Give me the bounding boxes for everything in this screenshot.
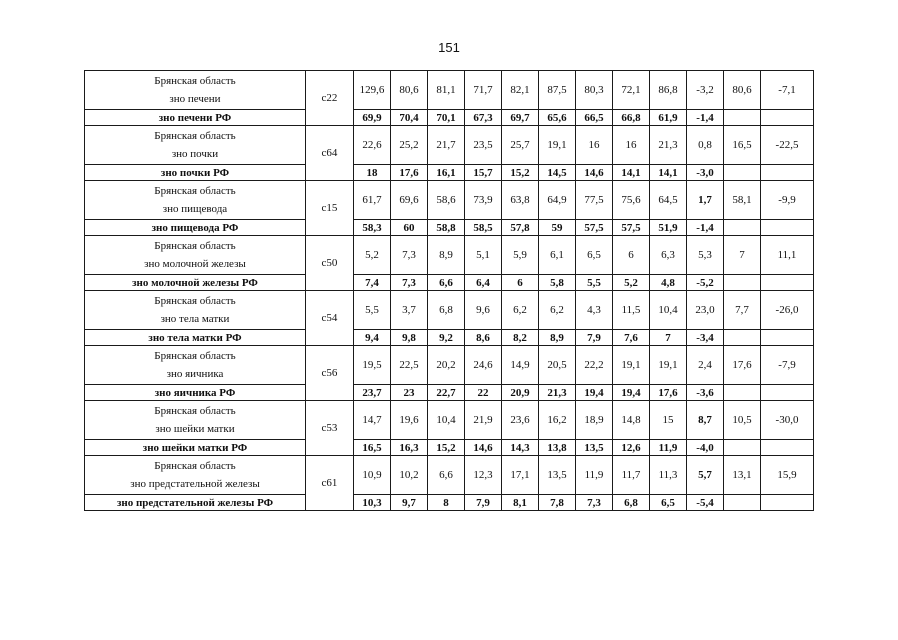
region-value-cell: 21,9 <box>465 401 502 440</box>
rf-value-cell: 69,9 <box>354 110 391 126</box>
region-value-cell: 71,7 <box>465 71 502 110</box>
page-number: 151 <box>438 40 460 55</box>
rf-value-cell: 58,3 <box>354 220 391 236</box>
region-value-cell: 80,6 <box>391 71 428 110</box>
rf-value-cell: 66,5 <box>576 110 613 126</box>
icd-code-cell: с54 <box>306 291 354 346</box>
empty-cell <box>724 165 761 181</box>
rf-value-cell: -3,4 <box>687 330 724 346</box>
rf-value-cell: 13,8 <box>539 440 576 456</box>
icd-code-cell: с61 <box>306 456 354 511</box>
region-value-cell: 6,8 <box>428 291 465 330</box>
rf-row <box>85 495 814 511</box>
empty-cell <box>761 495 814 511</box>
rf-label-cell: зно предстательной железы РФ <box>85 495 306 511</box>
region-value-cell: 5,7 <box>687 456 724 495</box>
rf-value-cell: 14,1 <box>650 165 687 181</box>
region-value-cell: 22,2 <box>576 346 613 385</box>
rf-value-cell: 57,5 <box>576 220 613 236</box>
region-value-cell: 10,2 <box>391 456 428 495</box>
empty-cell <box>761 110 814 126</box>
rf-value-cell: 15,2 <box>428 440 465 456</box>
rf-value-cell: 57,8 <box>502 220 539 236</box>
rf-value-cell: 7 <box>650 330 687 346</box>
rf-value-cell: 70,4 <box>391 110 428 126</box>
region-value-cell: 16 <box>613 126 650 165</box>
region-name-cell <box>85 291 306 330</box>
region-name-cell <box>85 456 306 495</box>
rf-value-cell: 20,9 <box>502 385 539 401</box>
region-value-cell: 25,2 <box>391 126 428 165</box>
region-value-cell: 11,1 <box>761 236 814 275</box>
rf-value-cell: 5,5 <box>576 275 613 291</box>
region-value-cell: 23,5 <box>465 126 502 165</box>
region-value-cell: 10,9 <box>354 456 391 495</box>
rf-value-cell: 6,4 <box>465 275 502 291</box>
rf-value-cell: 7,4 <box>354 275 391 291</box>
rf-value-cell: 6,8 <box>613 495 650 511</box>
rf-value-cell: 69,7 <box>502 110 539 126</box>
region-value-cell: 9,6 <box>465 291 502 330</box>
region-value-cell: 25,7 <box>502 126 539 165</box>
rf-label-cell: зно молочной железы РФ <box>85 275 306 291</box>
rf-value-cell: 65,6 <box>539 110 576 126</box>
rf-value-cell: 58,8 <box>428 220 465 236</box>
rf-value-cell: 58,5 <box>465 220 502 236</box>
rf-value-cell: 7,9 <box>465 495 502 511</box>
region-value-cell: 63,8 <box>502 181 539 220</box>
region-value-cell: -26,0 <box>761 291 814 330</box>
rf-value-cell: 14,3 <box>502 440 539 456</box>
rf-value-cell: 22,7 <box>428 385 465 401</box>
rf-value-cell: 8,1 <box>502 495 539 511</box>
region-row <box>85 346 814 385</box>
rf-row <box>85 275 814 291</box>
icd-code-cell: с15 <box>306 181 354 236</box>
rf-value-cell: 7,6 <box>613 330 650 346</box>
region-value-cell: -7,9 <box>761 346 814 385</box>
rf-value-cell: 9,8 <box>391 330 428 346</box>
region-value-cell: 24,6 <box>465 346 502 385</box>
rf-value-cell: 7,3 <box>576 495 613 511</box>
region-value-cell: 64,9 <box>539 181 576 220</box>
region-value-cell: 11,5 <box>613 291 650 330</box>
rf-value-cell: 8 <box>428 495 465 511</box>
region-name-cell <box>85 346 306 385</box>
rf-row <box>85 440 814 456</box>
rf-value-cell: -3,6 <box>687 385 724 401</box>
cancer-site-label: зно тела матки <box>160 313 230 325</box>
region-value-cell: 11,9 <box>576 456 613 495</box>
empty-cell <box>724 385 761 401</box>
region-row <box>85 126 814 165</box>
rf-value-cell: 11,9 <box>650 440 687 456</box>
region-value-cell: 15 <box>650 401 687 440</box>
region-value-cell: 81,1 <box>428 71 465 110</box>
rf-value-cell: -1,4 <box>687 110 724 126</box>
rf-value-cell: 6,5 <box>650 495 687 511</box>
empty-cell <box>724 440 761 456</box>
rf-value-cell: 70,1 <box>428 110 465 126</box>
region-label: Брянская область <box>154 130 236 142</box>
empty-cell <box>761 330 814 346</box>
rf-value-cell: 15,7 <box>465 165 502 181</box>
icd-code-cell: с64 <box>306 126 354 181</box>
rf-value-cell: 5,2 <box>613 275 650 291</box>
rf-value-cell: 16,5 <box>354 440 391 456</box>
rf-value-cell: 5,8 <box>539 275 576 291</box>
region-row <box>85 71 814 110</box>
rf-value-cell: 6 <box>502 275 539 291</box>
region-value-cell: 12,3 <box>465 456 502 495</box>
region-value-cell: 58,6 <box>428 181 465 220</box>
rf-row <box>85 165 814 181</box>
region-value-cell: 19,1 <box>650 346 687 385</box>
region-row <box>85 181 814 220</box>
rf-value-cell: 9,4 <box>354 330 391 346</box>
region-name-cell <box>85 181 306 220</box>
region-value-cell: 129,6 <box>354 71 391 110</box>
empty-cell <box>724 275 761 291</box>
region-value-cell: 6,2 <box>502 291 539 330</box>
rf-value-cell: 22 <box>465 385 502 401</box>
region-value-cell: 77,5 <box>576 181 613 220</box>
region-value-cell: 11,3 <box>650 456 687 495</box>
rf-value-cell: 67,3 <box>465 110 502 126</box>
region-value-cell: 20,5 <box>539 346 576 385</box>
region-label: Брянская область <box>154 295 236 307</box>
region-value-cell: 5,3 <box>687 236 724 275</box>
rf-value-cell: -5,4 <box>687 495 724 511</box>
rf-value-cell: 23,7 <box>354 385 391 401</box>
region-value-cell: 14,7 <box>354 401 391 440</box>
rf-value-cell: 59 <box>539 220 576 236</box>
region-value-cell: 11,7 <box>613 456 650 495</box>
region-row <box>85 456 814 495</box>
region-label: Брянская область <box>154 185 236 197</box>
rf-value-cell: 61,9 <box>650 110 687 126</box>
region-value-cell: 87,5 <box>539 71 576 110</box>
region-label: Брянская область <box>154 460 236 472</box>
rf-value-cell: 57,5 <box>613 220 650 236</box>
region-value-cell: 80,3 <box>576 71 613 110</box>
region-value-cell: 10,4 <box>650 291 687 330</box>
region-label: Брянская область <box>154 75 236 87</box>
region-value-cell: 75,6 <box>613 181 650 220</box>
rf-value-cell: 7,9 <box>576 330 613 346</box>
rf-row <box>85 110 814 126</box>
rf-value-cell: 51,9 <box>650 220 687 236</box>
region-value-cell: 86,8 <box>650 71 687 110</box>
region-value-cell: -3,2 <box>687 71 724 110</box>
empty-cell <box>761 165 814 181</box>
rf-value-cell: 23 <box>391 385 428 401</box>
icd-code-cell: с50 <box>306 236 354 291</box>
region-value-cell: 17,1 <box>502 456 539 495</box>
region-value-cell: 5,2 <box>354 236 391 275</box>
cancer-site-label: зно шейки матки <box>155 423 235 435</box>
rf-value-cell: 16,3 <box>391 440 428 456</box>
region-label: Брянская область <box>154 240 236 252</box>
region-value-cell: 6,6 <box>428 456 465 495</box>
rf-value-cell: 16,1 <box>428 165 465 181</box>
region-value-cell: -7,1 <box>761 71 814 110</box>
table-body <box>85 71 814 511</box>
region-value-cell: 23,0 <box>687 291 724 330</box>
region-value-cell: 72,1 <box>613 71 650 110</box>
rf-label-cell: зно почки РФ <box>85 165 306 181</box>
region-value-cell: 69,6 <box>391 181 428 220</box>
rf-value-cell: 12,6 <box>613 440 650 456</box>
rf-value-cell: -1,4 <box>687 220 724 236</box>
region-value-cell: 19,1 <box>539 126 576 165</box>
rf-label-cell: зно тела матки РФ <box>85 330 306 346</box>
rf-value-cell: 8,9 <box>539 330 576 346</box>
region-value-cell: 4,3 <box>576 291 613 330</box>
rf-value-cell: 19,4 <box>613 385 650 401</box>
region-value-cell: 2,4 <box>687 346 724 385</box>
rf-value-cell: 14,1 <box>613 165 650 181</box>
rf-row <box>85 330 814 346</box>
region-value-cell: 23,6 <box>502 401 539 440</box>
rf-value-cell: -3,0 <box>687 165 724 181</box>
rf-value-cell: 8,6 <box>465 330 502 346</box>
region-name-cell <box>85 401 306 440</box>
region-value-cell: 18,9 <box>576 401 613 440</box>
region-value-cell: 20,2 <box>428 346 465 385</box>
rf-value-cell: 6,6 <box>428 275 465 291</box>
region-value-cell: 1,7 <box>687 181 724 220</box>
region-value-cell: -22,5 <box>761 126 814 165</box>
cancer-site-label: зно печени <box>169 93 221 105</box>
region-value-cell: 21,7 <box>428 126 465 165</box>
region-row <box>85 401 814 440</box>
statistics-table <box>84 70 814 511</box>
region-value-cell: 61,7 <box>354 181 391 220</box>
region-value-cell: 17,6 <box>724 346 761 385</box>
icd-code-cell: с56 <box>306 346 354 401</box>
region-value-cell: 82,1 <box>502 71 539 110</box>
cancer-site-label: зно предстательной железы <box>130 478 260 490</box>
rf-row <box>85 385 814 401</box>
rf-value-cell: 7,3 <box>391 275 428 291</box>
empty-cell <box>761 440 814 456</box>
rf-value-cell: -5,2 <box>687 275 724 291</box>
rf-value-cell: 7,8 <box>539 495 576 511</box>
region-value-cell: 6 <box>613 236 650 275</box>
region-value-cell: 7,3 <box>391 236 428 275</box>
rf-row <box>85 220 814 236</box>
rf-value-cell: 9,7 <box>391 495 428 511</box>
empty-cell <box>724 495 761 511</box>
region-value-cell: 5,9 <box>502 236 539 275</box>
rf-value-cell: 18 <box>354 165 391 181</box>
rf-value-cell: 21,3 <box>539 385 576 401</box>
rf-value-cell: 9,2 <box>428 330 465 346</box>
region-value-cell: 14,8 <box>613 401 650 440</box>
region-name-cell <box>85 71 306 110</box>
rf-value-cell: -4,0 <box>687 440 724 456</box>
rf-value-cell: 13,5 <box>576 440 613 456</box>
rf-value-cell: 14,5 <box>539 165 576 181</box>
region-value-cell: 0,8 <box>687 126 724 165</box>
rf-value-cell: 4,8 <box>650 275 687 291</box>
cancer-site-label: зно яичника <box>166 368 224 380</box>
rf-value-cell: 15,2 <box>502 165 539 181</box>
rf-label-cell: зно яичника РФ <box>85 385 306 401</box>
rf-value-cell: 8,2 <box>502 330 539 346</box>
region-value-cell: 7 <box>724 236 761 275</box>
rf-value-cell: 10,3 <box>354 495 391 511</box>
cancer-site-label: зно почки <box>171 148 219 160</box>
region-value-cell: 64,5 <box>650 181 687 220</box>
region-row <box>85 291 814 330</box>
region-value-cell: 58,1 <box>724 181 761 220</box>
region-value-cell: -9,9 <box>761 181 814 220</box>
rf-value-cell: 14,6 <box>465 440 502 456</box>
region-value-cell: 21,3 <box>650 126 687 165</box>
empty-cell <box>724 110 761 126</box>
region-value-cell: 19,1 <box>613 346 650 385</box>
region-value-cell: 13,1 <box>724 456 761 495</box>
rf-label-cell: зно печени РФ <box>85 110 306 126</box>
region-value-cell: 6,3 <box>650 236 687 275</box>
cancer-site-label: зно пищевода <box>162 203 228 215</box>
region-value-cell: 3,7 <box>391 291 428 330</box>
empty-cell <box>761 385 814 401</box>
region-value-cell: 5,5 <box>354 291 391 330</box>
region-value-cell: 8,9 <box>428 236 465 275</box>
region-value-cell: -30,0 <box>761 401 814 440</box>
icd-code-cell: с22 <box>306 71 354 126</box>
region-value-cell: 14,9 <box>502 346 539 385</box>
region-value-cell: 6,5 <box>576 236 613 275</box>
region-value-cell: 22,6 <box>354 126 391 165</box>
icd-code-cell: с53 <box>306 401 354 456</box>
region-value-cell: 8,7 <box>687 401 724 440</box>
region-label: Брянская область <box>154 350 236 362</box>
region-value-cell: 10,4 <box>428 401 465 440</box>
rf-value-cell: 14,6 <box>576 165 613 181</box>
region-value-cell: 6,1 <box>539 236 576 275</box>
region-value-cell: 80,6 <box>724 71 761 110</box>
empty-cell <box>761 275 814 291</box>
rf-label-cell: зно шейки матки РФ <box>85 440 306 456</box>
region-value-cell: 6,2 <box>539 291 576 330</box>
region-value-cell: 5,1 <box>465 236 502 275</box>
empty-cell <box>724 330 761 346</box>
region-value-cell: 19,6 <box>391 401 428 440</box>
cancer-site-label: зно молочной железы <box>144 258 246 270</box>
region-name-cell <box>85 126 306 165</box>
rf-value-cell: 66,8 <box>613 110 650 126</box>
region-value-cell: 13,5 <box>539 456 576 495</box>
region-label: Брянская область <box>154 405 236 417</box>
rf-value-cell: 17,6 <box>391 165 428 181</box>
region-value-cell: 15,9 <box>761 456 814 495</box>
region-row <box>85 236 814 275</box>
region-name-cell <box>85 236 306 275</box>
empty-cell <box>724 220 761 236</box>
region-value-cell: 22,5 <box>391 346 428 385</box>
region-value-cell: 16 <box>576 126 613 165</box>
region-value-cell: 16,5 <box>724 126 761 165</box>
region-value-cell: 10,5 <box>724 401 761 440</box>
rf-value-cell: 19,4 <box>576 385 613 401</box>
region-value-cell: 73,9 <box>465 181 502 220</box>
rf-value-cell: 17,6 <box>650 385 687 401</box>
empty-cell <box>761 220 814 236</box>
rf-label-cell: зно пищевода РФ <box>85 220 306 236</box>
region-value-cell: 7,7 <box>724 291 761 330</box>
region-value-cell: 19,5 <box>354 346 391 385</box>
region-value-cell: 16,2 <box>539 401 576 440</box>
rf-value-cell: 60 <box>391 220 428 236</box>
